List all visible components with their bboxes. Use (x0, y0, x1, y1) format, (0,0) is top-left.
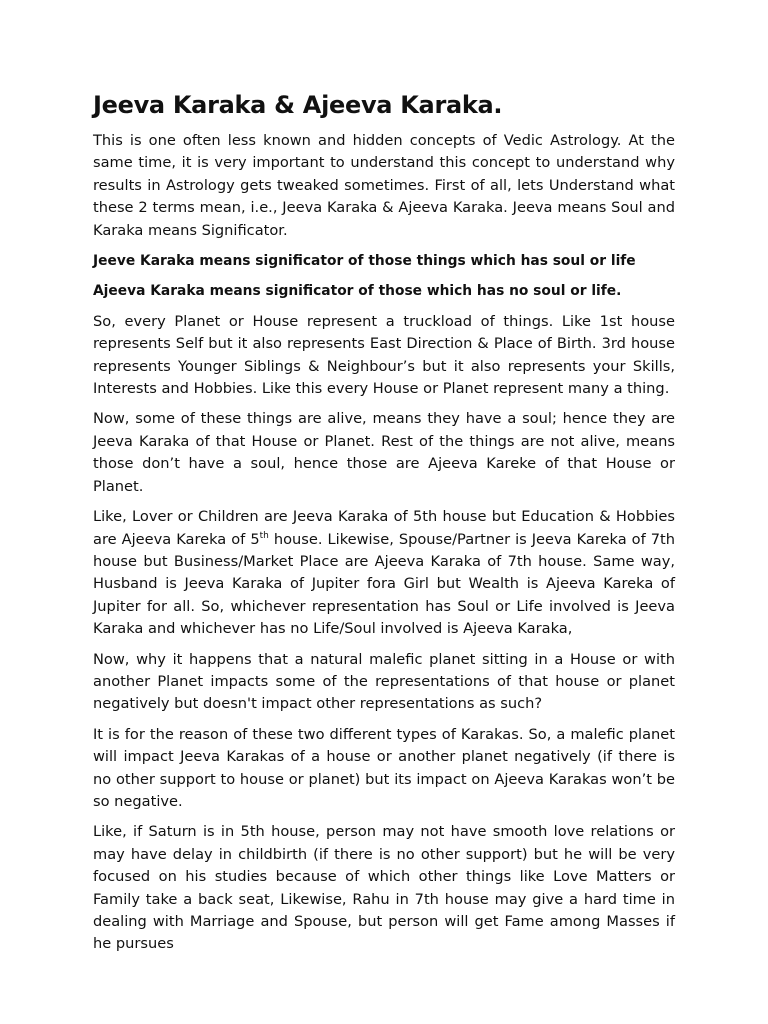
page-title: Jeeva Karaka & Ajeeva Karaka. (93, 91, 503, 119)
document-page (93, 90, 675, 964)
houses-paragraph: So, every Planet or House represent a truckload of things. Like 1st house represents Self but it also represents East Direction & Place of Birth. 3rd house represents Younger Siblings & Neighbour’s but it also represents your Skills, Interests and Hobbies. Like this every House or Planet represent many a thing. (93, 312, 675, 398)
superscript-th: th (259, 530, 269, 541)
alive-things-paragraph: Now, some of these things are alive, means they have a soul; hence they are Jeeva Karaka of that House or Planet. Rest of the things are not alive, means those don’t have a soul, hence those are Ajeeva Kareke of that House or Planet. (93, 410, 675, 495)
examples-paragraph (93, 506, 675, 640)
malefic-question-paragraph: Now, why it happens that a natural malefic planet sitting in a House or with another Planet impacts some of the representations of that house or planet negatively but doesn't impact other representations as such? (93, 650, 675, 713)
saturn-rahu-paragraph: Like, if Saturn is in 5th house, person may not have smooth love relations or may have delay in childbirth (if there is no other support) but he will be very focused on his studies because of which other things like Love Matters or Family take a back seat, Likewise, Rahu in 7th house may give a hard time in dealing with Marriage and Spouse, but person will get Fame among Masses if he pursues (93, 823, 675, 953)
examples-text-start: Like, Lover or Children are Jeeva Karaka of 5th house but Education & Hobbies are Ajeeva Kareka of 5 (93, 508, 675, 548)
examples-text-end: house. Likewise, Spouse/Partner is Jeeva Kareka of 7th house but Business/Market Place are Ajeeva Karaka of 7th house. Same way, Husband is Jeeva Karaka of Jupiter fora Girl but Wealth is Ajeeva Kareka of Jupiter for all. So, whichever representation has Soul or Life involved is Jeeva Karaka and whichever has no Life/Soul involved is Ajeeva Karaka, (93, 530, 675, 638)
intro-paragraph: This is one often less known and hidden concepts of Vedic Astrology. At the same time, it is very important to understand this concept to understand why results in Astrology gets tweaked sometimes. First of all, lets Understand what these 2 terms mean, i.e., Jeeva Karaka & Ajeeva Karaka. Jeeva means Soul and Karaka means Significator. (93, 132, 675, 239)
karaka-reason-paragraph: It is for the reason of these two different types of Karakas. So, a malefic planet will impact Jeeva Karakas of a house or another planet negatively (if there is no other support to house or planet) but its impact on Ajeeva Karakas won’t be so negative. (93, 725, 675, 810)
jeeva-karaka-definition: Jeeve Karaka means significator of those things which has soul or life (93, 253, 636, 270)
ajeeva-karaka-definition: Ajeeva Karaka means significator of those which has no soul or life. (93, 283, 622, 300)
